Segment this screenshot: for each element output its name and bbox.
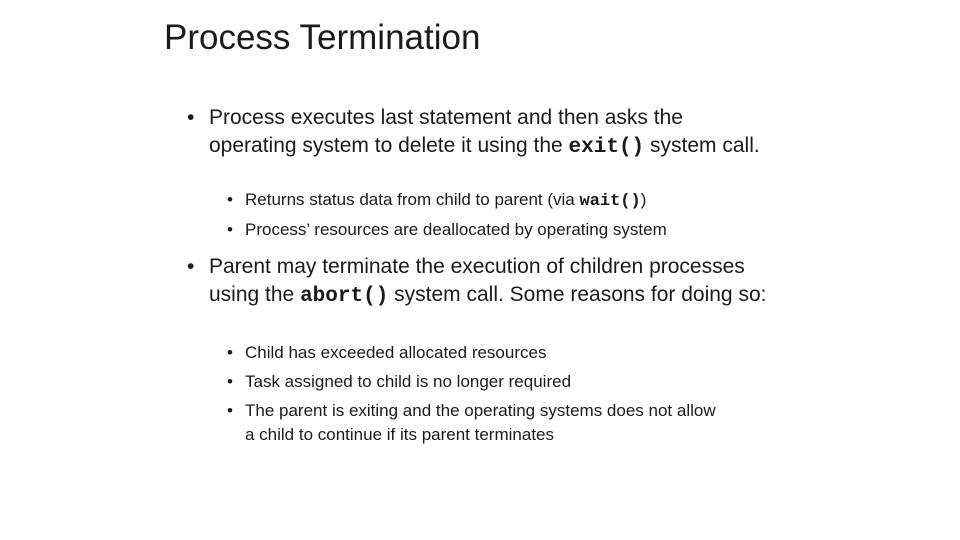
sub-bullet-text: The parent is exiting and the operating systems does not allow a child to continue if its parent terminates [245, 401, 716, 444]
sub-bullet-text: Task assigned to child is no longer required [245, 372, 572, 391]
bullet-text: Parent may terminate the execution of children processes using the abort() system call. Some reasons for doing so: [209, 255, 767, 308]
sub-bullet-dot: • [227, 372, 233, 391]
sub-bullet-resources-deallocated [227, 218, 787, 242]
sub-bullet-dot: • [227, 190, 233, 209]
bullet-dot: • [187, 106, 195, 129]
code-abort: abort() [300, 285, 389, 308]
code-exit: exit() [568, 136, 645, 159]
bullet-abort [187, 253, 767, 311]
sub-bullet-exceeded-resources [227, 341, 787, 365]
sub-bullet-returns-status [227, 188, 787, 214]
sub-bullet-text: Returns status data from child to parent (via wait()) [245, 190, 647, 211]
sub-bullet-task-not-required [227, 370, 787, 394]
sub-bullet-text: Process’ resources are deallocated by operating system [245, 220, 667, 239]
sub-bullet-parent-exiting [227, 399, 727, 447]
code-wait: wait() [579, 192, 641, 211]
sub-bullet-dot: • [227, 343, 233, 362]
sub-bullet-dot: • [227, 220, 233, 239]
sub-bullet-dot: • [227, 401, 233, 420]
bullet-exit [187, 104, 767, 162]
sub-bullet-text: Child has exceeded allocated resources [245, 343, 547, 362]
slide-title: Process Termination [164, 18, 481, 57]
bullet-text: Process executes last statement and then asks the operating system to delete it using the exit() system call. [209, 106, 760, 159]
bullet-dot: • [187, 255, 195, 278]
